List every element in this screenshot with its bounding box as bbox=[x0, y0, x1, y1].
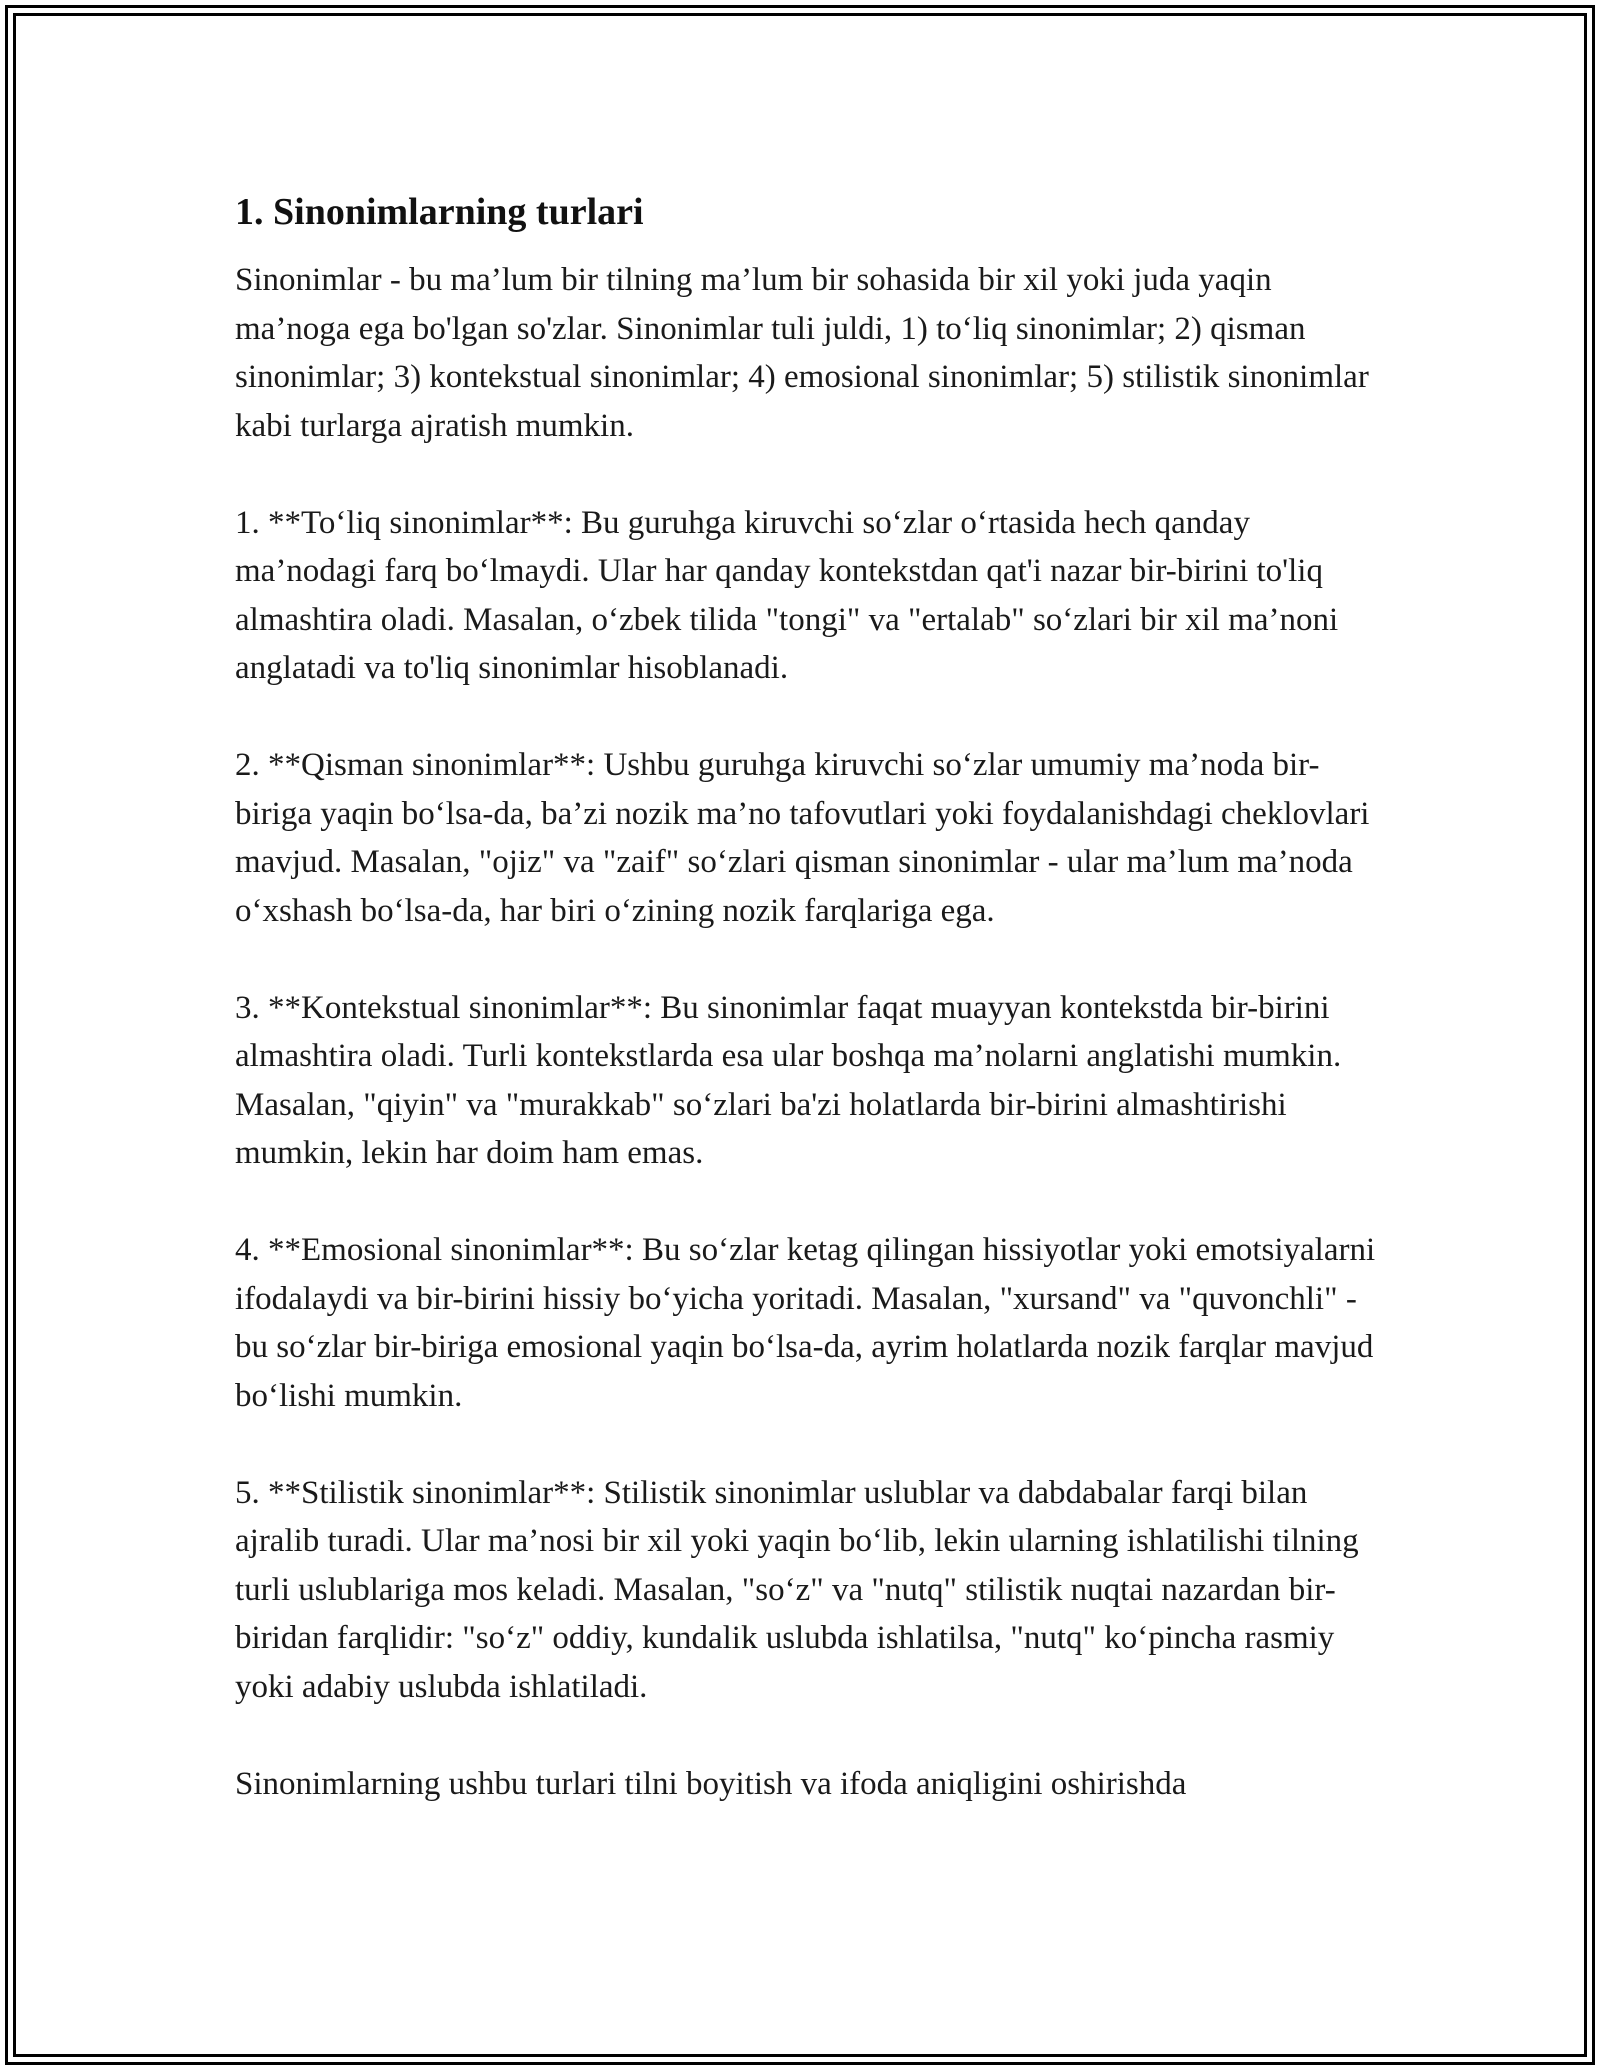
paragraph-contextual-synonyms: 3. **Kontekstual sinonimlar**: Bu sinonimlar faqat muayyan kontekstda bir-birini almashtira oladi. Turli kontekstlarda esa ular boshqa ma’nolarni anglatishi mumkin. Masalan, "qiyin" va "murakkab" so‘zlari ba'zi holatlarda bir-birini almashtirishi mumkin, lekin har doim ham emas. bbox=[235, 989, 1342, 1171]
paragraph-emotional-synonyms: 4. **Emosional sinonimlar**: Bu so‘zlar ketag qilingan hissiyotlar yoki emotsiyalarni ifodalaydi va bir-birini hissiy bo‘yicha yoritadi. Masalan, "xursand" va "quvonchli" - bu so‘zlar bir-biriga emosional yaqin bo‘lsa-da, ayrim holatlarda nozik farqlar mavjud bo‘lishi mumkin. bbox=[235, 1232, 1376, 1414]
paragraph-full-synonyms: 1. **To‘liq sinonimlar**: Bu guruhga kiruvchi so‘zlar o‘rtasida hech qanday ma’nodagi farq bo‘lmaydi. Ular har qanday kontekstdan qat'i nazar bir-birini to'liq almashtira oladi. Masalan, o‘zbek tilida "tongi" va "ertalab" so‘zlari bir xil ma’noni anglatadi va to'liq sinonimlar hisoblanadi. bbox=[235, 504, 1339, 686]
paragraph-stylistic-synonyms: 5. **Stilistik sinonimlar**: Stilistik sinonimlar uslublar va dabdabalar farqi bilan ajralib turadi. Ular ma’nosi bir xil yoki yaqin bo‘lib, lekin ularning ishlatilishi tilning turli uslublariga mos keladi. Masalan, "so‘z" va "nutq" stilistik nuqtai nazardan bir-biridan farqlidir: "so‘z" oddiy, kundalik uslubda ishlatilsa, "nutq" ko‘pincha rasmiy yoki adabiy uslubda ishlatiladi. bbox=[235, 1474, 1359, 1705]
document-body bbox=[235, 188, 1395, 1808]
paragraph-conclusion: Sinonimlarning ushbu turlari tilni boyitish va ifoda aniqligini oshirishda bbox=[235, 1765, 1187, 1802]
paragraph-intro: Sinonimlar - bu ma’lum bir tilning ma’lum bir sohasida bir xil yoki juda yaqin ma’noga ega bo'lgan so'zlar. Sinonimlar tuli juldi, 1) to‘liq sinonimlar; 2) qisman sinonimlar; 3) kontekstual sinonimlar; 4) emosional sinonimlar; 5) stilistik sinonimlar kabi turlarga ajratish mumkin. bbox=[235, 262, 1369, 444]
section-heading: 1. Sinonimlarning turlari bbox=[235, 191, 644, 233]
paragraph-partial-synonyms: 2. **Qisman sinonimlar**: Ushbu guruhga kiruvchi so‘zlar umumiy ma’noda bir-biriga yaqin bo‘lsa-da, ba’zi nozik ma’no tafovutlari yoki foydalanishdagi cheklovlari mavjud. Masalan, "ojiz" va "zaif" so‘zlari qisman sinonimlar - ular ma’lum ma’noda o‘xshash bo‘lsa-da, har biri o‘zining nozik farqlariga ega. bbox=[235, 747, 1370, 929]
